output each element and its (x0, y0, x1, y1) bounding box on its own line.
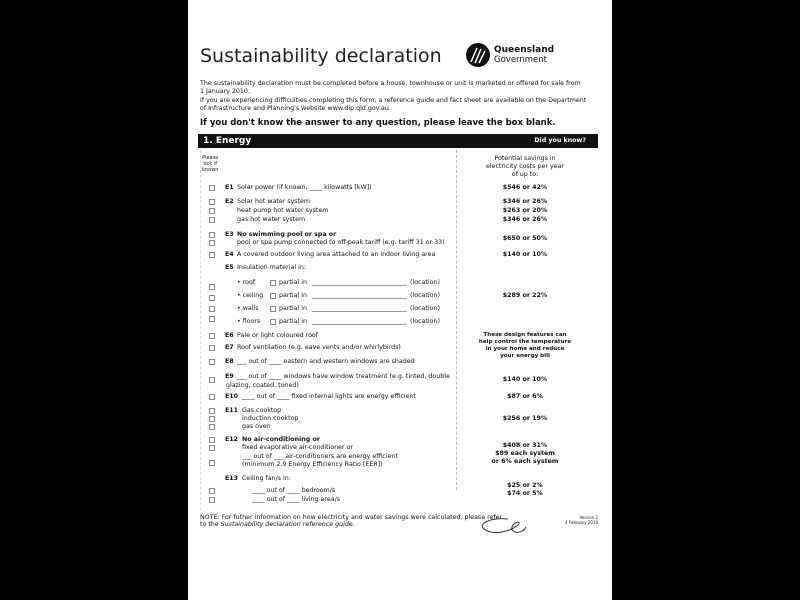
version-date: 4 February 2010 (565, 520, 598, 525)
column-divider (200, 150, 201, 510)
location-blank[interactable]: ______________________________ (312, 305, 407, 312)
e5-item-floors (188, 318, 448, 326)
checkbox-e11-oven[interactable] (209, 424, 215, 430)
checkbox-e1[interactable] (209, 185, 215, 191)
code-e3: E3 (225, 231, 234, 238)
e2-line: heat pump hot water system (237, 207, 329, 214)
e1-saving: $546 or 42% (502, 184, 548, 191)
code-e13: E13 (225, 475, 239, 482)
checkbox-partial[interactable] (270, 319, 276, 325)
e13-saving: $25 or 2% (507, 482, 543, 489)
e5-item-roof (188, 279, 448, 287)
tick-label (202, 155, 218, 173)
footer-note: NOTE: For futher information on how electricity and water savings were calculated, please refer (200, 514, 503, 521)
checkbox-e13-living[interactable] (209, 497, 215, 503)
savings-header-line: of up to: (511, 171, 539, 178)
e12-saving: $408 or 31% (502, 442, 548, 449)
tick-label-line: tick if (203, 161, 218, 167)
e12-saving: $89 each system (495, 450, 555, 457)
location-blank[interactable]: ______________________________ (312, 318, 407, 325)
checkbox-e13-bedroom[interactable] (209, 488, 215, 494)
savings-header-line: Potential savings in (494, 155, 556, 162)
tick-label-line: known (202, 167, 219, 173)
footer-note-line2 (200, 521, 355, 529)
code-e7: E7 (225, 344, 234, 351)
checkbox-e5-ceiling[interactable] (209, 295, 215, 301)
e5-text: Insulation material in: (237, 264, 306, 271)
design-note-line: help control the temperature (478, 339, 572, 345)
checkbox-e12-none[interactable] (209, 437, 215, 443)
e11-saving: $256 or 19% (502, 415, 548, 422)
e4-text: A covered outdoor living area attached to an indoor living area (237, 251, 436, 258)
e11-line: gas oven (242, 423, 271, 430)
e8-text: ___ out of ____ eastern and western windows are shaded (237, 358, 415, 365)
checkbox-e8[interactable] (209, 359, 215, 365)
code-e8: E8 (225, 358, 234, 365)
e5-item-label: • walls (237, 305, 259, 312)
e13-line: ____ out of ____ bedroom/s (252, 487, 336, 494)
design-note-line: These design features can (483, 332, 567, 338)
e13-line: ____ out of ____ living area/s (252, 496, 340, 503)
checkbox-e12-efficient[interactable] (209, 460, 215, 466)
e2-line: Solar hot water system (237, 198, 311, 205)
logo-emblem-icon (465, 42, 491, 68)
checkbox-e3-pump[interactable] (209, 240, 215, 246)
e11-line: induction cooktop (242, 415, 299, 422)
e12-line: fixed evaporative air-conditioner or (242, 444, 354, 451)
location-blank[interactable]: ______________________________ (312, 292, 407, 299)
design-note (455, 332, 595, 360)
checkbox-e7[interactable] (209, 345, 215, 351)
checkbox-e5-floors[interactable] (209, 316, 215, 322)
savings-header-line: electricity costs per year (485, 163, 565, 170)
checkbox-e10[interactable] (209, 394, 215, 400)
checkbox-e2-heatpump[interactable] (209, 208, 215, 214)
code-e9: E9 (225, 373, 234, 380)
e9-saving: $140 or 10% (502, 376, 548, 383)
version-info (550, 515, 598, 525)
e5-saving: $289 or 22% (502, 292, 548, 299)
checkbox-e3-nopool[interactable] (209, 232, 215, 238)
intro-text: 1 January 2010. (200, 88, 250, 95)
location-label: (location) (410, 292, 440, 299)
e3-line: No swimming pool or spa or (237, 231, 337, 238)
checkbox-e4[interactable] (209, 252, 215, 258)
e3-saving: $650 or 50% (502, 235, 548, 242)
code-e5: E5 (225, 264, 234, 271)
e12-saving: or 6% each system (491, 458, 559, 465)
checkbox-partial[interactable] (270, 280, 276, 286)
document-page (188, 0, 612, 600)
checkbox-e6[interactable] (209, 333, 215, 339)
logo-line2: Government (494, 55, 548, 65)
partial-label: partial in (279, 318, 308, 325)
checkbox-partial[interactable] (270, 306, 276, 312)
partial-label: partial in (279, 292, 308, 299)
partial-label: partial in (279, 279, 308, 286)
checkbox-e2-solar[interactable] (209, 199, 215, 205)
signature-icon (478, 515, 528, 537)
section-title: 1. Energy (203, 136, 252, 146)
e2-saving: $346 or 26% (502, 198, 548, 205)
checkbox-e5-walls[interactable] (209, 306, 215, 312)
savings-header (455, 155, 595, 179)
e6-text: Pale or light coloured roof (237, 332, 319, 339)
location-blank[interactable]: ______________________________ (312, 279, 407, 286)
design-note-line: in your home and reduce (485, 346, 565, 352)
e5-item-walls (188, 305, 448, 313)
checkbox-e11-gas[interactable] (209, 408, 215, 414)
reference-guide-title: Sustainability declaration reference guide. (220, 521, 355, 528)
code-e11: E11 (225, 407, 239, 414)
e13-saving: $74 or 5% (507, 490, 543, 497)
e13-text: Ceiling fan/s in: (242, 475, 291, 482)
code-e12: E12 (225, 436, 239, 443)
page-title: Sustainability declaration (200, 45, 442, 67)
location-label: (location) (410, 305, 440, 312)
e11-line: Gas cooktop (242, 407, 282, 414)
checkbox-e2-gas[interactable] (209, 217, 215, 223)
code-e6: E6 (225, 332, 234, 339)
checkbox-e11-induction[interactable] (209, 416, 215, 422)
e3-line: pool or spa pump connected to off-peak tariff (e.g. tariff 31 or 33) (237, 239, 445, 246)
partial-label: partial in (279, 305, 308, 312)
tick-label-line: Please (202, 155, 219, 161)
e12-line: No air-conditioning or (242, 436, 320, 443)
checkbox-e9[interactable] (209, 377, 215, 383)
version-number: Version 2 (579, 515, 598, 520)
instruction: If you don't know the answer to any question, please leave the box blank. (200, 118, 556, 128)
e10-saving: $87 or 6% (507, 393, 543, 400)
checkbox-e5-roof[interactable] (209, 284, 215, 290)
e7-text: Roof ventilation (e.g. eave vents and/or whirlybirds) (237, 344, 401, 351)
queensland-logo (465, 42, 593, 68)
location-label: (location) (410, 318, 440, 325)
section-header (198, 134, 598, 148)
design-note-line: your energy bill (500, 353, 550, 359)
e5-item-label: • ceiling (237, 292, 264, 299)
checkbox-partial[interactable] (270, 293, 276, 299)
e2-line: gas hot water system (237, 216, 306, 223)
intro-text: If you are experiencing difficulties completing this form, a reference guide and fact sheet are available on the Department (200, 97, 587, 104)
e1-text: Solar power (if known, ____ kilowatts [kW]) (237, 184, 372, 191)
e12-line: (minimum 2.9 Energy Efficiency Ratio [EER]) (242, 461, 383, 468)
e4-saving: $140 or 10% (502, 251, 548, 258)
e5-item-ceiling (188, 292, 448, 300)
code-e1: E1 (225, 184, 234, 191)
e9-line: glazing, coated, toned) (226, 382, 299, 389)
e2-saving: $263 or 20% (502, 207, 548, 214)
e10-text: ____ out of ____ fixed internal lights are energy efficient (242, 393, 416, 400)
footer-note-text: to the (200, 521, 221, 528)
e9-line: ___ out of ____ windows have window treatment (e.g. tinted, double (237, 373, 450, 380)
location-label: (location) (410, 279, 440, 286)
code-e10: E10 (225, 393, 239, 400)
e2-saving: $346 or 26% (502, 216, 548, 223)
e5-item-label: • floors (237, 318, 261, 325)
intro-text: of Infrastructure and Planning's website www.dip.qld.gov.au (200, 105, 389, 112)
e12-line: ___ out of ___ air-conditioners are energy efficient (242, 453, 398, 460)
e5-item-label: • roof (237, 279, 256, 286)
did-you-know: Did you know? (534, 137, 586, 144)
intro-text: The sustainability declaration must be completed before a house, townhouse or unit is marketed or offered for sale from (200, 80, 581, 87)
code-e2: E2 (225, 198, 234, 205)
code-e4: E4 (225, 251, 234, 258)
logo-line1: Queensland (494, 45, 555, 55)
checkbox-e12-evap[interactable] (209, 445, 215, 451)
